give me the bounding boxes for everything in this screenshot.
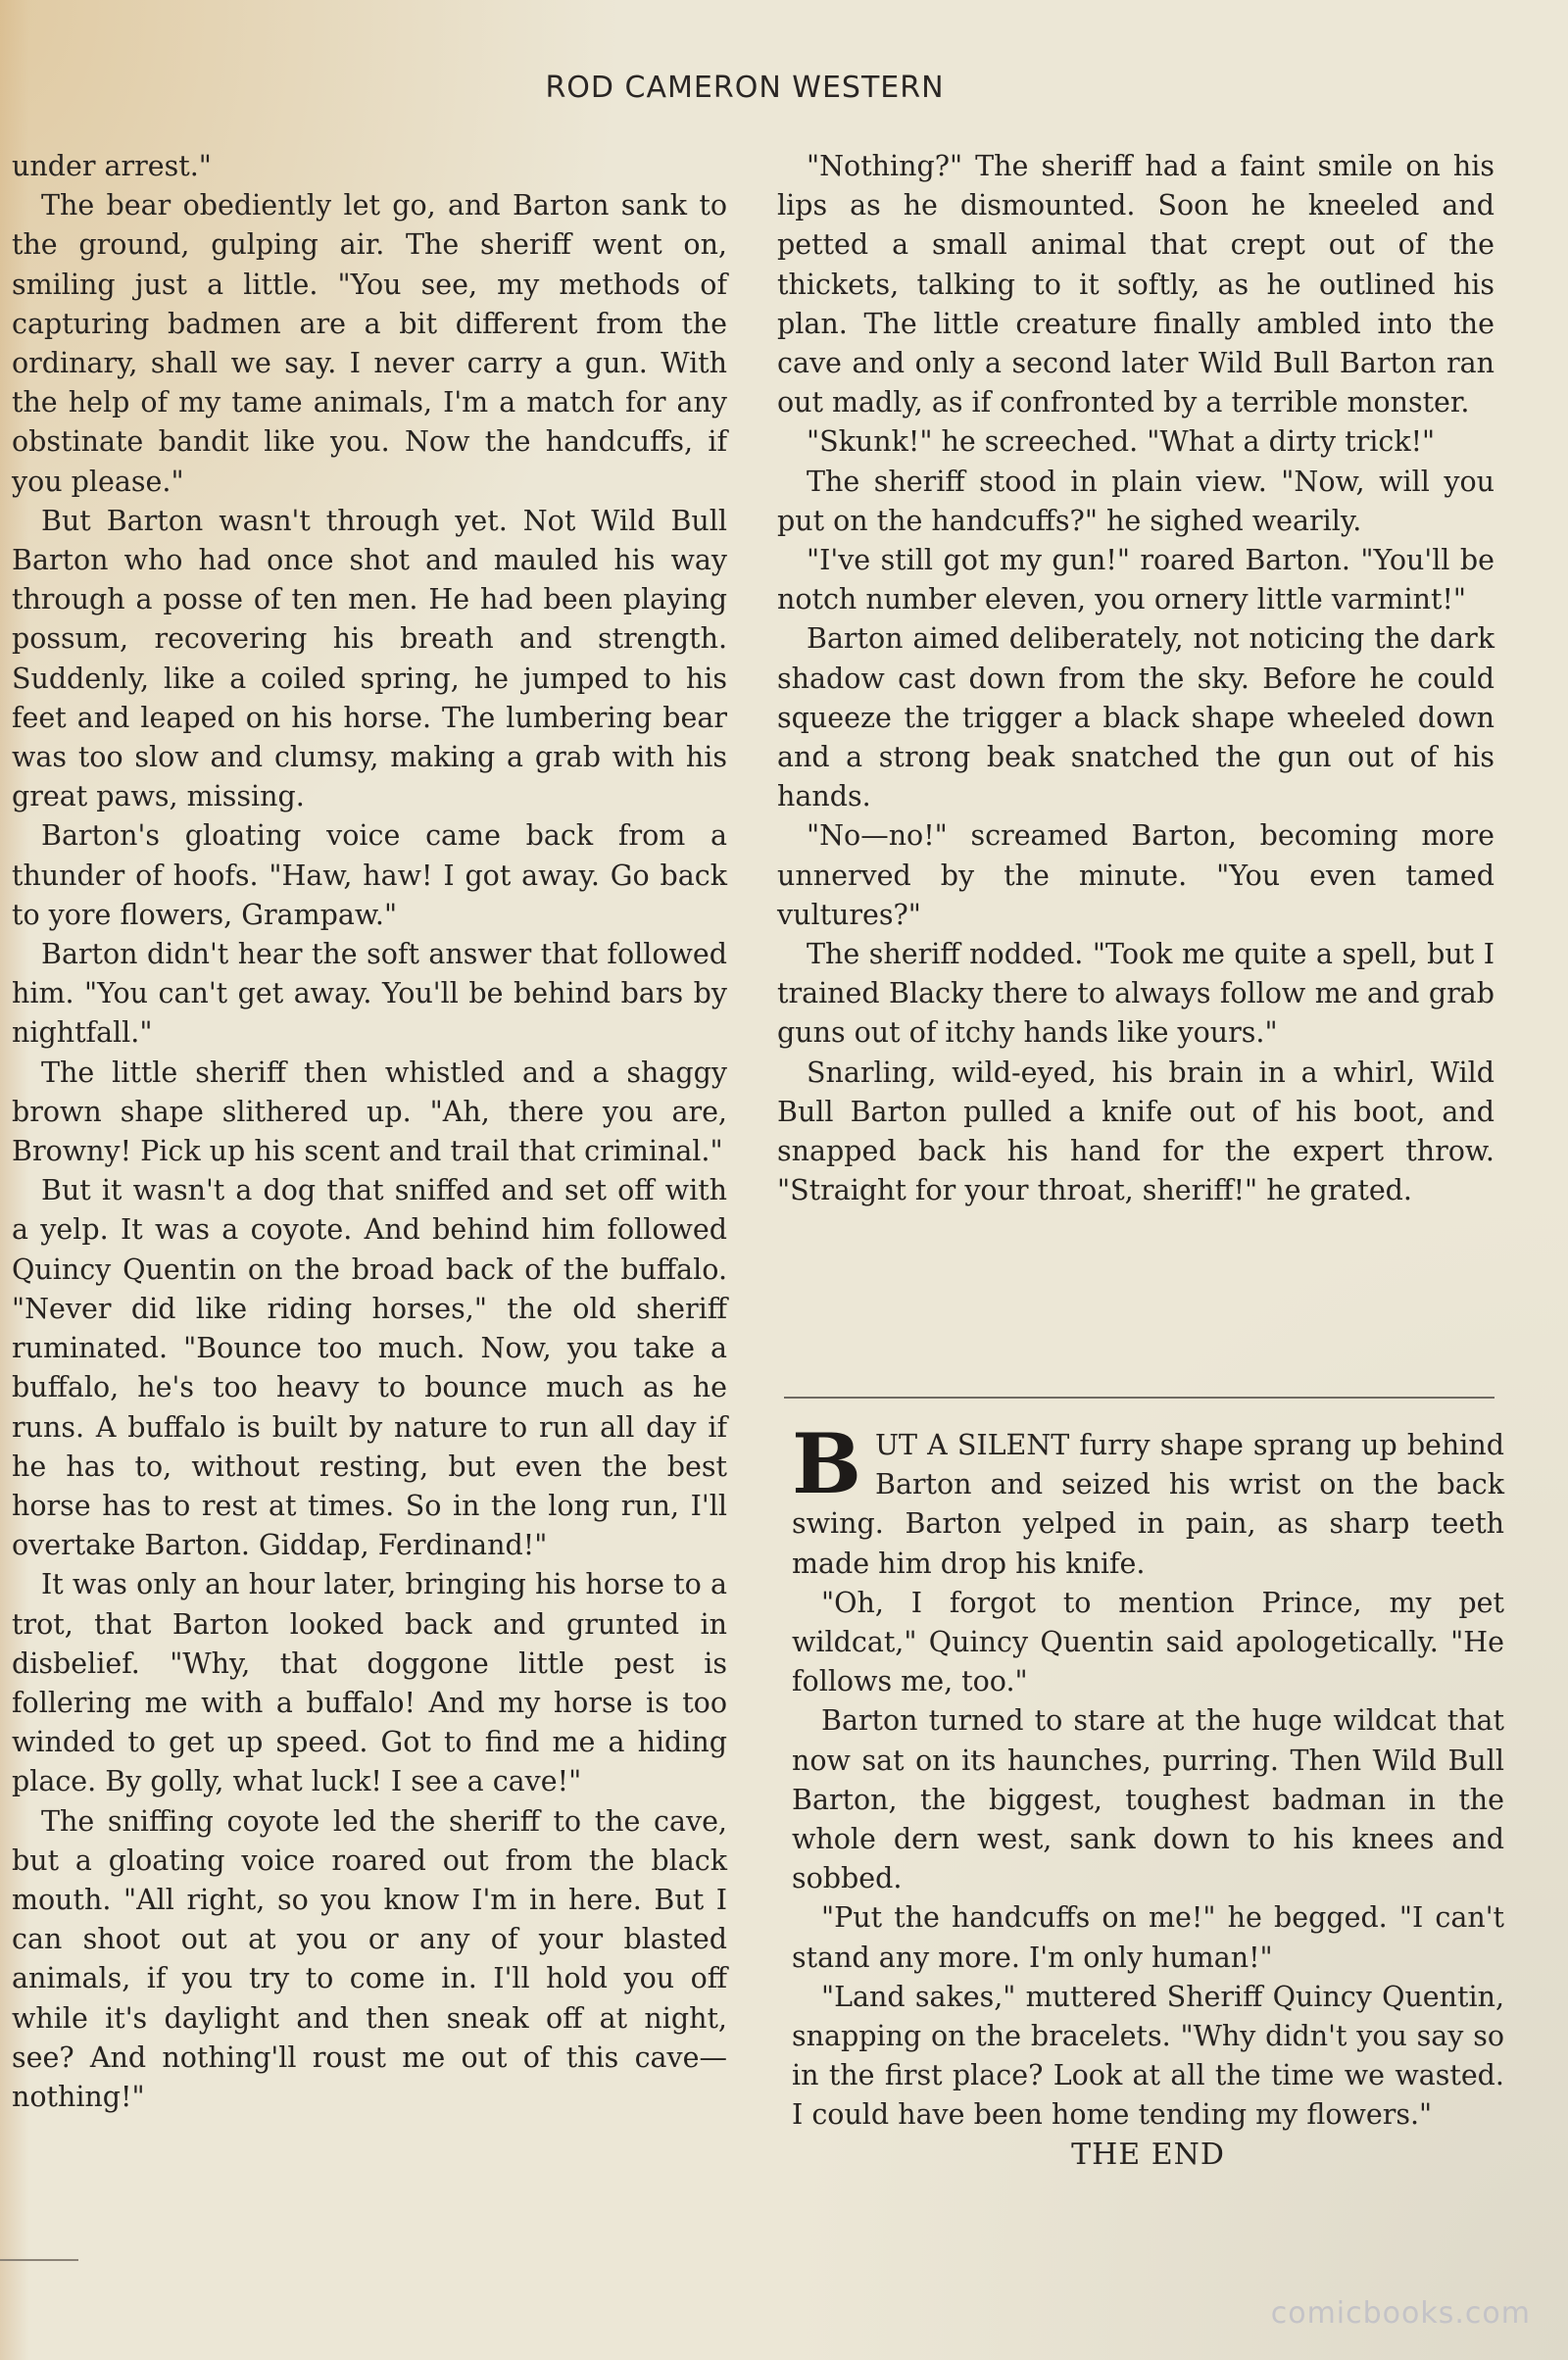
opening-text: UT A SILENT furry shape sprang up behind Barton and seized his wrist on the back swing. Barton yelped in pain, as sharp teeth made him drop his knife. <box>792 1429 1504 1580</box>
paragraph: The sniffing coyote led the sheriff to the cave, but a gloating voice roared out from the black mouth. "All right, so you know I'm in here. But I can shoot out at you or any of your blasted animals, if you try to come in. I'll hold you off while it's daylight and then sneak off at night, see? And nothing'll roust me out of this cave—nothing!" <box>12 1804 727 2113</box>
section-divider <box>784 1397 1494 1399</box>
paragraph: Barton's gloating voice came back from a thunder of hoofs. "Haw, haw! I got away. Go back to yore flowers, Grampaw." <box>12 819 727 931</box>
running-title: ROD CAMERON WESTERN <box>545 71 945 105</box>
paragraph: But Barton wasn't through yet. Not Wild Bull Barton who had once shot and mauled his way through a posse of ten men. He had been playing possum, recovering his breath and strength. Suddenly, like a coiled spring, he jumped to his feet and leaped on his horse. The lumbering bear was too slow and clumsy, making a grab with his great paws, missing. <box>12 504 727 813</box>
paragraph: "Skunk!" he screeched. "What a dirty trick!" <box>807 425 1436 459</box>
right-column <box>777 147 1494 1210</box>
paragraph: The sheriff nodded. "Took me quite a spell, but I trained Blacky there to always follow me and grab guns out of itchy hands like yours." <box>777 938 1494 1050</box>
paragraph: "No—no!" screamed Barton, becoming more unnerved by the minute. "You even tamed vultures?" <box>777 819 1494 931</box>
paragraph: But it wasn't a dog that sniffed and set off with a yelp. It was a coyote. And behind him followed Quincy Quentin on the broad back of the buffalo. "Never did like riding horses," the old sheriff ruminated. "Bounce too much. Now, you take a buffalo, he's too heavy to bounce much as he runs. A buffalo is built by nature to run all day if he has to, without resting, but even the best horse has to rest at times. So in the long run, I'll overtake Barton. Giddap, Ferdinand!" <box>12 1174 727 1562</box>
paragraph: Snarling, wild-eyed, his brain in a whirl, Wild Bull Barton pulled a knife out of his boot, and snapped back his hand for the expert throw. "Straight for your throat, sheriff!" he grated. <box>777 1056 1494 1207</box>
paragraph: "Oh, I forgot to mention Prince, my pet wildcat," Quincy Quentin said apologetically. "He follows me, too." <box>792 1586 1504 1698</box>
watermark: comicbooks.com <box>1270 2296 1531 2331</box>
paragraph: Barton turned to stare at the huge wildcat that now sat on its haunches, purring. Then Wild Bull Barton, the biggest, toughest badman in the whole dern west, sank down to his knees and sobbed. <box>792 1704 1504 1895</box>
paragraph: Barton aimed deliberately, not noticing the dark shadow cast down from the sky. Before he could squeeze the trigger a black shape wheeled down and a strong beak snatched the gun out of his hands. <box>777 622 1494 813</box>
paragraph: Barton didn't hear the soft answer that followed him. "You can't get away. You'll be behind bars by nightfall." <box>12 938 727 1050</box>
paragraph: under arrest." <box>12 150 212 182</box>
bottom-rule <box>0 2259 78 2261</box>
opening-paragraph <box>792 1415 1504 1584</box>
left-column <box>12 147 727 2117</box>
paragraph: "Put the handcuffs on me!" he begged. "I can't stand any more. I'm only human!" <box>792 1901 1504 1974</box>
final-section <box>792 1415 1504 2175</box>
paragraph: The bear obediently let go, and Barton sank to the ground, gulping air. The sheriff went on, smiling just a little. "You see, my methods of capturing badmen are a bit different from the ordinary, shall we say. I never carry a gun. With the help of my tame animals, I'm a match for any obstinate bandit like you. Now the handcuffs, if you please." <box>12 189 727 498</box>
paragraph: "Land sakes," muttered Sheriff Quincy Quentin, snapping on the bracelets. "Why didn't you say so in the first place? Look at all the time we wasted. I could have been home tending my flowers." <box>792 1980 1504 2132</box>
drop-cap: B <box>792 1415 861 1512</box>
the-end: THE END <box>1071 2137 1225 2172</box>
paragraph: The sheriff stood in plain view. "Now, will you put on the handcuffs?" he sighed wearily. <box>777 465 1494 537</box>
paragraph: It was only an hour later, bringing his horse to a trot, that Barton looked back and grunted in disbelief. "Why, that doggone little pest is follering me with a buffalo! And my horse is too winded to get up speed. Got to find me a hiding place. By golly, what luck! I see a cave!" <box>12 1568 727 1798</box>
paragraph: "I've still got my gun!" roared Barton. "You'll be notch number eleven, you ornery little varmint!" <box>777 544 1494 616</box>
paragraph: "Nothing?" The sheriff had a faint smile on his lips as he dismounted. Soon he kneeled and petted a small animal that crept out of the thickets, talking to it softly, as he outlined his plan. The little creature finally ambled into the cave and only a second later Wild Bull Barton ran out madly, as if confronted by a terrible monster. <box>777 150 1494 419</box>
paragraph: The little sheriff then whistled and a shaggy brown shape slithered up. "Ah, there you are, Browny! Pick up his scent and trail that criminal." <box>12 1056 727 1168</box>
